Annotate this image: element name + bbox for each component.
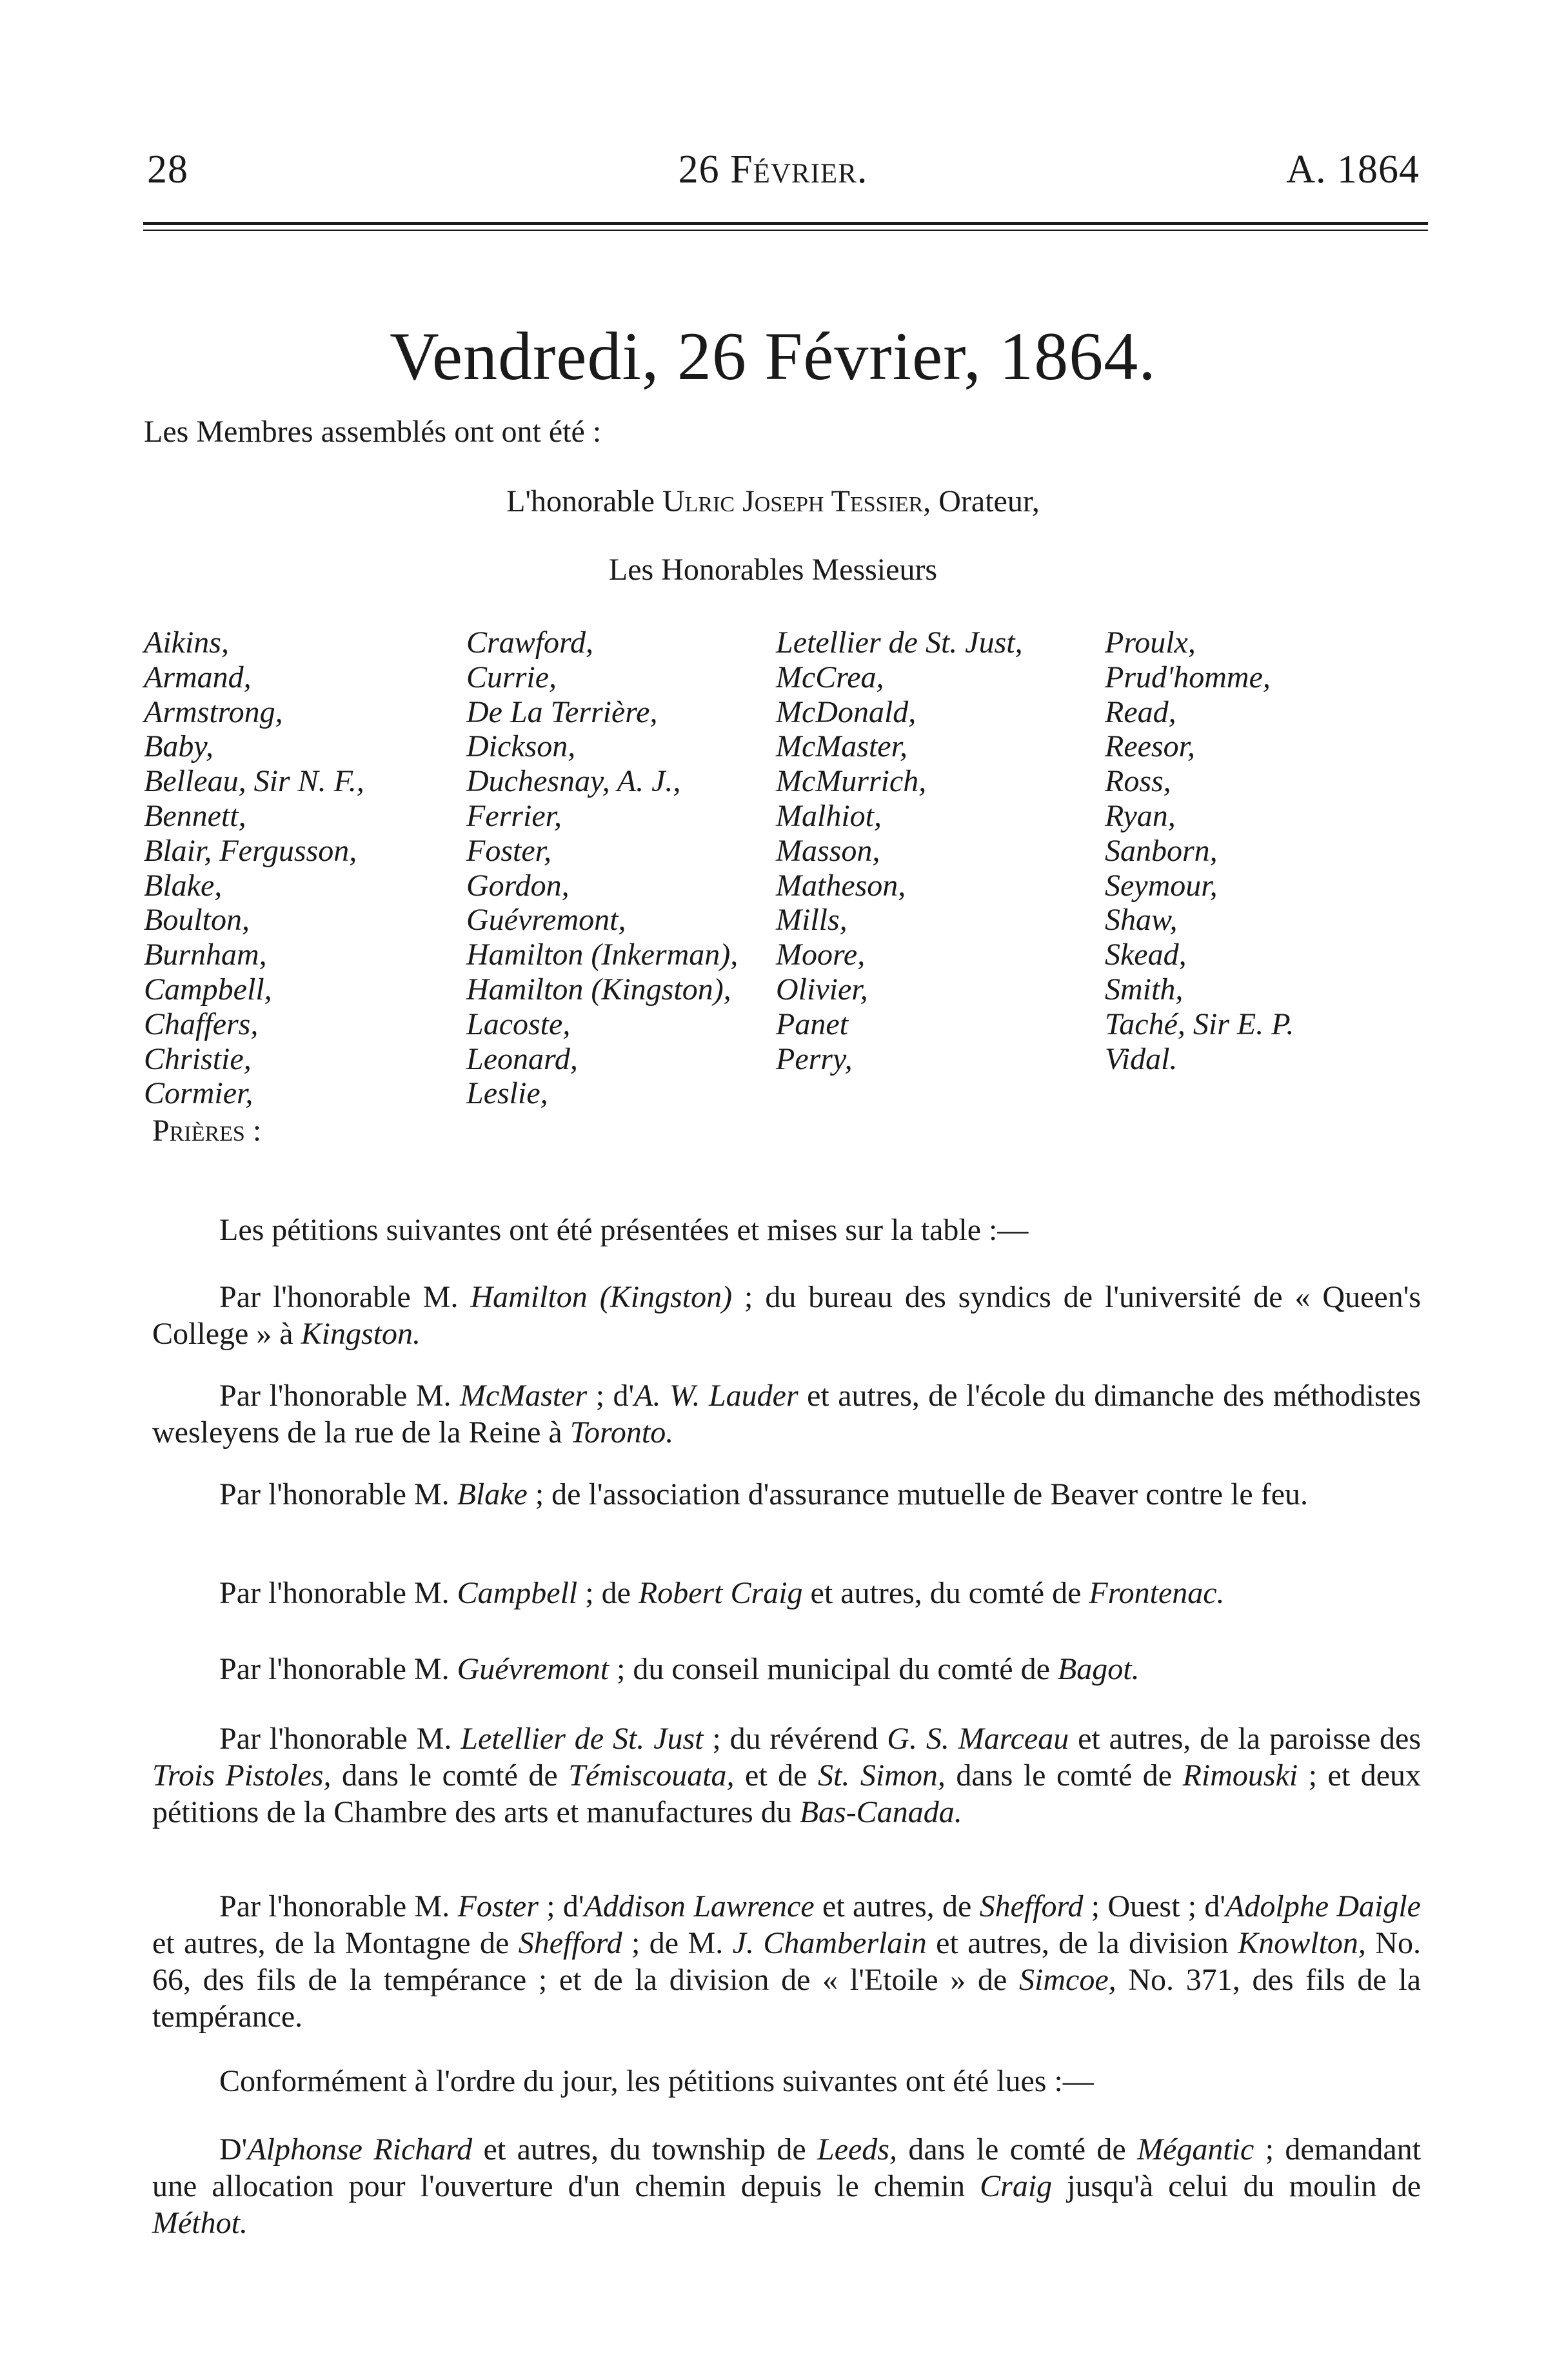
- member-name: Letellier de St. Just,: [776, 625, 1023, 660]
- petition-prefix: Par l'honorable M.: [219, 1576, 457, 1610]
- petition-member: Letellier de St. Just: [461, 1722, 704, 1756]
- petition-paragraph: [152, 1279, 1421, 1352]
- member-name: Boulton,: [144, 903, 250, 938]
- petition-member: Campbell: [457, 1576, 578, 1610]
- member-name: Moore,: [776, 938, 866, 972]
- member-name: Reesor,: [1105, 729, 1195, 764]
- petition-place: Toronto.: [570, 1415, 674, 1450]
- petition-prefix: Par l'honorable M.: [219, 1280, 471, 1314]
- petition-text: ; d': [538, 1889, 584, 1923]
- petition-text: dans le comté de: [331, 1758, 569, 1793]
- petition-paragraph: [152, 1720, 1421, 1831]
- member-name: Matheson,: [776, 868, 906, 903]
- member-name: Armstrong,: [144, 694, 283, 729]
- petitions-heading: Les pétitions suivantes ont été présentées et mises sur la table :—: [219, 1213, 1029, 1247]
- petition-member: Blake: [457, 1477, 528, 1511]
- member-name: Ryan,: [1105, 798, 1176, 833]
- member-name: Sanborn,: [1105, 833, 1218, 868]
- petition-text: et autres, du township de: [472, 2132, 817, 2167]
- petition-place: Craig: [980, 2169, 1053, 2203]
- petition-author: A. W. Lauder: [634, 1379, 798, 1413]
- petition-prefix: Par l'honorable M.: [219, 1652, 457, 1686]
- petition-prefix: Par l'honorable M.: [219, 1477, 457, 1511]
- members-column-1: [144, 625, 364, 1111]
- header-year: A. 1864: [1286, 148, 1420, 192]
- intro-line: Les Membres assemblés ont ont été :: [144, 415, 602, 449]
- petition-place: Trois Pistoles,: [152, 1758, 332, 1793]
- petition-place: Bas-Canada.: [799, 1795, 962, 1829]
- speaker-line: [0, 484, 1546, 519]
- petition-place: St. Simon,: [818, 1758, 946, 1793]
- petition-place: Rimouski: [1182, 1758, 1298, 1793]
- member-name: Campbell,: [144, 972, 272, 1007]
- member-name: Hamilton (Kingston),: [466, 972, 731, 1007]
- member-name: Aikins,: [144, 625, 229, 660]
- speaker-name: Ulric Joseph Tessier: [662, 484, 924, 518]
- member-name: Perry,: [776, 1041, 853, 1076]
- member-name: Panet: [776, 1007, 848, 1041]
- member-name: Dickson,: [466, 729, 576, 764]
- member-name: Ross,: [1105, 764, 1171, 799]
- petition-place: Mégantic: [1137, 2132, 1254, 2167]
- petition-prefix: Par l'honorable M.: [219, 1722, 461, 1756]
- member-name: Guévremont,: [466, 903, 626, 938]
- petition-author: J. Chamberlain: [732, 1926, 927, 1960]
- member-name: Olivier,: [776, 972, 868, 1007]
- members-column-3: [776, 625, 1023, 1076]
- petition-text: jusqu'à celui du moulin de: [1052, 2169, 1421, 2203]
- petition-text: et autres, de l'école du dimanche des méthodistes wesleyens de la rue de la Reine à: [152, 1379, 1422, 1450]
- petition-paragraph: [152, 1476, 1421, 1513]
- member-name: Chaffers,: [144, 1007, 259, 1041]
- member-name: Seymour,: [1105, 868, 1218, 903]
- petition-place: Shefford: [518, 1926, 622, 1960]
- member-name: Leonard,: [466, 1041, 578, 1076]
- petition-text: No. 66, des fils de la tempérance ; et de la division de « l'Etoile » de: [152, 1926, 1422, 1997]
- petition-place: Frontenac.: [1089, 1576, 1225, 1610]
- petition-paragraph: [152, 1651, 1421, 1687]
- member-name: Masson,: [776, 833, 880, 868]
- petition-text: dans le comté de: [897, 2132, 1138, 2167]
- speaker-role: , Orateur,: [923, 484, 1040, 518]
- member-name: Gordon,: [466, 868, 570, 903]
- petition-text: et autres, de la paroisse des: [1069, 1722, 1422, 1756]
- petition-member: Guévremont: [457, 1652, 609, 1686]
- petition-text: et autres, de la Montagne de: [152, 1926, 519, 1960]
- petition-place: Kingston.: [301, 1317, 421, 1351]
- petition-paragraph: [152, 1377, 1421, 1451]
- member-name: Crawford,: [466, 625, 593, 660]
- petition-text: ; demandant une allocation pour l'ouverture d'un chemin depuis le chemin: [152, 2132, 1421, 2203]
- petition-place: Simcoe,: [1019, 1963, 1116, 1997]
- petition-text: ; du révérend: [703, 1722, 887, 1756]
- member-name: Lacoste,: [466, 1007, 571, 1041]
- member-name: Foster,: [466, 833, 551, 868]
- petition-member: McMaster: [459, 1379, 588, 1413]
- member-name: Taché, Sir E. P.: [1105, 1007, 1294, 1041]
- petition-author: Adolphe Daigle: [1225, 1889, 1421, 1923]
- member-name: Blair, Fergusson,: [144, 833, 357, 868]
- members-column-4: [1105, 625, 1294, 1076]
- member-name: McMaster,: [776, 729, 907, 764]
- member-name: McCrea,: [776, 660, 884, 694]
- member-name: Smith,: [1105, 972, 1184, 1007]
- members-column-2: [466, 625, 738, 1111]
- member-name: Proulx,: [1105, 625, 1196, 660]
- petition-member: Foster: [457, 1889, 539, 1923]
- petition-author: G. S. Marceau: [887, 1722, 1069, 1756]
- member-name: Hamilton (Inkerman),: [466, 938, 738, 972]
- prieres-heading: Prières :: [152, 1114, 262, 1148]
- petition-text: et autres, de la division: [926, 1926, 1238, 1960]
- member-name: Leslie,: [466, 1076, 548, 1111]
- petition-paragraph: [152, 1575, 1421, 1611]
- header-date: 26 Février.: [678, 148, 868, 192]
- petition-text: No. 371, des fils de la tempérance.: [152, 1963, 1421, 2034]
- member-name: Armand,: [144, 660, 252, 694]
- petition-text: ; d': [587, 1379, 635, 1413]
- page-title: Vendredi, 26 Février, 1864.: [390, 319, 1156, 394]
- page-number: 28: [147, 148, 188, 192]
- petition-author: Robert Craig: [638, 1576, 803, 1610]
- petition-place: Knowlton,: [1238, 1926, 1366, 1960]
- petition-author: Alphonse Richard: [247, 2132, 473, 2167]
- honorables-heading: Les Honorables Messieurs: [608, 553, 938, 587]
- member-name: Mills,: [776, 903, 847, 938]
- petition-member: Hamilton (Kingston): [470, 1280, 733, 1314]
- petition-prefix: Par l'honorable M.: [219, 1379, 460, 1413]
- member-name: Baby,: [144, 729, 213, 764]
- header-rule-thin: [143, 230, 1428, 231]
- member-name: Burnham,: [144, 938, 267, 972]
- petition-text: ; de: [577, 1576, 639, 1610]
- petition-read-paragraph: [152, 2131, 1421, 2241]
- petition-prefix: Par l'honorable M.: [219, 1889, 458, 1923]
- petition-text: dans le comté de: [945, 1758, 1183, 1793]
- member-name: Read,: [1105, 694, 1176, 729]
- speaker-prefix: L'honorable: [506, 484, 655, 518]
- member-name: McMurrich,: [776, 764, 927, 799]
- petition-text: ; de l'association d'assurance mutuelle de Beaver contre le feu.: [527, 1477, 1308, 1511]
- petition-author: Addison Lawrence: [584, 1889, 815, 1923]
- petition-text: ; du conseil municipal du comté de: [609, 1652, 1058, 1686]
- member-name: Prud'homme,: [1105, 660, 1271, 694]
- petition-paragraph: [152, 1888, 1421, 2035]
- member-name: De La Terrière,: [466, 694, 658, 729]
- lues-heading: Conformément à l'ordre du jour, les pétitions suivantes ont été lues :—: [219, 2064, 1094, 2098]
- petition-place: Bagot.: [1057, 1652, 1140, 1686]
- member-name: Bennett,: [144, 798, 246, 833]
- member-name: McDonald,: [776, 694, 917, 729]
- petition-place: Shefford: [979, 1889, 1084, 1923]
- member-name: Vidal.: [1105, 1041, 1178, 1076]
- petition-prefix: D': [219, 2132, 248, 2167]
- petition-text: ; et deux pétitions de la Chambre des arts et manufactures du: [152, 1758, 1422, 1829]
- member-name: Cormier,: [144, 1076, 253, 1111]
- petition-place: Témiscouata,: [568, 1758, 735, 1793]
- member-name: Duchesnay, A. J.,: [466, 764, 681, 799]
- member-name: Currie,: [466, 660, 557, 694]
- petition-text: ; de M.: [622, 1926, 733, 1960]
- header-rule-thick: [143, 222, 1428, 225]
- member-name: Skead,: [1105, 938, 1187, 972]
- petition-text: et de: [734, 1758, 818, 1793]
- petition-place: Méthot.: [152, 2206, 248, 2240]
- petition-text: et autres, de: [814, 1889, 980, 1923]
- petition-text: et autres, du comté de: [802, 1576, 1089, 1610]
- petition-place: Leeds,: [817, 2132, 897, 2167]
- petition-text: ; Ouest ; d': [1083, 1889, 1226, 1923]
- member-name: Belleau, Sir N. F.,: [144, 764, 364, 799]
- member-name: Shaw,: [1105, 903, 1178, 938]
- member-name: Ferrier,: [466, 798, 562, 833]
- petition-text: ; du bureau des syndics de l'université de « Queen's College » à: [152, 1280, 1422, 1351]
- member-name: Blake,: [144, 868, 223, 903]
- member-name: Christie,: [144, 1041, 252, 1076]
- member-name: Malhiot,: [776, 798, 882, 833]
